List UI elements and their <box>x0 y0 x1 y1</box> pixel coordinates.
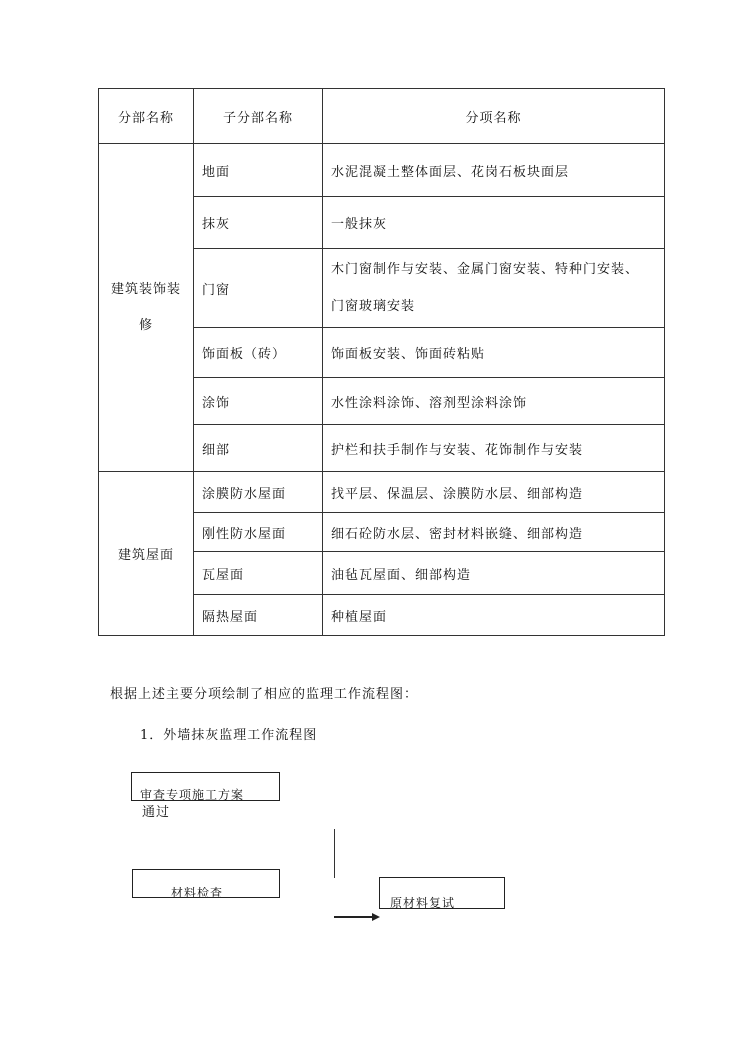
intro-paragraph: 根据上述主要分项绘制了相应的监理工作流程图： <box>110 687 419 702</box>
item-cell: 细石砼防水层、密封材料嵌缝、细部构造 <box>323 513 665 552</box>
item-cell: 一般抹灰 <box>323 197 665 249</box>
header-division: 分部名称 <box>99 89 194 144</box>
subdivision-cell: 饰面板（砖） <box>194 328 323 378</box>
item-cell: 油毡瓦屋面、细部构造 <box>323 552 665 595</box>
item-cell: 护栏和扶手制作与安装、花饰制作与安装 <box>323 425 665 472</box>
sub-item-table <box>98 88 665 636</box>
subdivision-cell: 抹灰 <box>194 197 323 249</box>
item-cell: 饰面板安装、饰面砖粘贴 <box>323 328 665 378</box>
table-header-row <box>99 89 665 144</box>
section-heading: 1．外墙抹灰监理工作流程图 <box>140 728 318 743</box>
arrow-right-icon <box>372 913 380 921</box>
subdivision-cell: 涂膜防水屋面 <box>194 472 323 513</box>
subdivision-cell: 细部 <box>194 425 323 472</box>
division-name: 建筑装饰装 <box>110 281 181 297</box>
item-cell: 找平层、保温层、涂膜防水层、细部构造 <box>323 472 665 513</box>
header-subdivision: 子分部名称 <box>194 89 323 144</box>
subdivision-cell: 地面 <box>194 144 323 197</box>
division-name-roof: 建筑屋面 <box>99 472 194 636</box>
subdivision-cell: 涂饰 <box>194 378 323 425</box>
flow-box-review-plan <box>131 772 280 801</box>
table-row <box>99 472 665 513</box>
header-item: 分项名称 <box>323 89 665 144</box>
item-text-cont: 门窗玻璃安装 <box>331 299 416 314</box>
subdivision-cell: 刚性防水屋面 <box>194 513 323 552</box>
item-cell: 水泥混凝土整体面层、花岗石板块面层 <box>323 144 665 197</box>
item-cell: 水性涂料涂饰、溶剂型涂料涂饰 <box>323 378 665 425</box>
item-cell: 种植屋面 <box>323 595 665 636</box>
subdivision-cell: 隔热屋面 <box>194 595 323 636</box>
flow-arrow-line <box>334 916 372 918</box>
flow-box-review-plan-label: 审查专项施工方案 <box>140 788 245 801</box>
item-text: 木门窗制作与安装、金属门窗安装、特种门安装、 <box>331 262 640 277</box>
table-row <box>99 144 665 197</box>
division-cell-decoration <box>99 144 194 472</box>
flow-box-retest-label: 原材料复试 <box>390 896 456 909</box>
subdivision-cell: 瓦屋面 <box>194 552 323 595</box>
subdivision-cell: 门窗 <box>194 249 323 328</box>
pass-label: 通过 <box>142 805 171 820</box>
flow-box-material-check-label: 材料检查 <box>171 886 224 898</box>
flow-box-retest <box>379 877 505 909</box>
flow-connector-vertical <box>334 829 335 878</box>
item-cell <box>323 249 665 328</box>
flow-box-material-check <box>132 869 280 898</box>
division-name-cont: 修 <box>138 317 153 333</box>
